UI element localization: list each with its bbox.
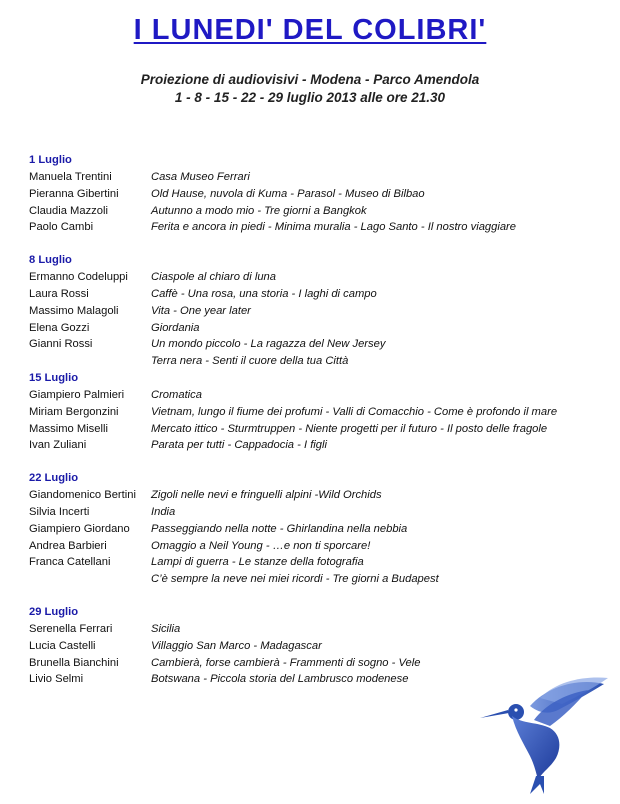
schedule-row (29, 353, 614, 370)
author-name: Giampiero Giordano (29, 522, 130, 535)
schedule-row (29, 186, 614, 203)
schedule-row (29, 320, 614, 337)
author-name: Giandomenico Bertini (29, 489, 136, 502)
section-date: 29 Luglio (29, 605, 79, 618)
author-name: Claudia Mazzoli (29, 204, 108, 217)
schedule-row (29, 554, 614, 571)
author-name: Gianni Rossi (29, 338, 93, 351)
schedule-row (29, 437, 614, 454)
schedule-row (29, 621, 614, 638)
work-title: Sicilia (151, 622, 181, 635)
schedule-row (29, 404, 614, 421)
work-title: Giordania (151, 321, 200, 334)
schedule-row (29, 638, 614, 655)
page-title: I LUNEDI' DEL COLIBRI' (133, 14, 487, 46)
work-title: Cromatica (151, 388, 202, 401)
event-subtitle: Proiezione di audiovisivi - Modena - Parco Amendola (140, 72, 480, 87)
schedule-row (29, 203, 614, 220)
work-title: Passeggiando nella notte - Ghirlandina nella nebbia (151, 522, 408, 535)
section-date: 15 Luglio (29, 371, 79, 384)
schedule-row (29, 303, 614, 320)
work-title: Old Hause, nuvola di Kuma - Parasol - Museo di Bilbao (151, 187, 425, 200)
event-dates: 1 - 8 - 15 - 22 - 29 luglio 2013 alle ore 21.30 (174, 90, 446, 105)
work-title: Autunno a modo mio - Tre giorni a Bangkok (151, 204, 367, 217)
work-title: Lampi di guerra - Le stanze della fotografia (151, 556, 364, 569)
work-title: Vita - One year later (151, 304, 251, 317)
work-title: Cambierà, forse cambierà - Frammenti di sogno - Vele (151, 656, 421, 669)
author-name: Giampiero Palmieri (29, 388, 125, 401)
schedule-row (29, 269, 614, 286)
schedule-row (29, 169, 614, 186)
work-title: Ciaspole al chiaro di luna (151, 271, 277, 284)
author-name: Franca Catellani (29, 556, 111, 569)
author-name: Massimo Miselli (29, 422, 108, 435)
work-title: Villaggio San Marco - Madagascar (151, 639, 322, 652)
author-name: Andrea Barbieri (29, 539, 107, 552)
author-name: Serenella Ferrari (29, 622, 113, 635)
work-title: C’è sempre la neve nei miei ricordi - Tre giorni a Budapest (151, 573, 439, 586)
author-name: Laura Rossi (29, 287, 89, 300)
work-title: Zigoli nelle nevi e fringuelli alpini -Wild Orchids (151, 489, 382, 502)
work-title: Un mondo piccolo - La ragazza del New Jersey (151, 338, 386, 351)
author-name: Lucia Castelli (29, 639, 96, 652)
author-name: Paolo Cambi (29, 221, 94, 234)
author-name (29, 353, 151, 370)
work-title: Parata per tutti - Cappadocia - I figli (151, 439, 327, 452)
hummingbird-icon (478, 676, 612, 794)
section-8-luglio (29, 252, 614, 370)
section-date: 8 Luglio (29, 254, 72, 267)
work-title: Omaggio a Neil Young - …e non ti sporcare! (151, 539, 371, 552)
author-name: Silvia Incerti (29, 505, 90, 518)
schedule-row (29, 286, 614, 303)
work-title: Ferita e ancora in piedi - Minima muralia - Lago Santo - Il nostro viaggiare (151, 221, 517, 234)
schedule-row (29, 219, 614, 236)
schedule-row (29, 336, 614, 353)
author-name: Ermanno Codeluppi (29, 271, 128, 284)
schedule-row (29, 387, 614, 404)
work-title: Terra nera - Senti il cuore della tua Città (151, 355, 349, 368)
author-name: Miriam Bergonzini (29, 405, 119, 418)
author-name: Pieranna Gibertini (29, 187, 119, 200)
author-name: Massimo Malagoli (29, 304, 119, 317)
schedule-row (29, 504, 614, 521)
schedule-row (29, 421, 614, 438)
section-1-luglio (29, 152, 614, 236)
author-name: Ivan Zuliani (29, 439, 87, 452)
author-name: Manuela Trentini (29, 171, 112, 183)
schedule-row (29, 538, 614, 555)
section-date: 22 Luglio (29, 472, 79, 485)
schedule (29, 152, 614, 688)
work-title: India (151, 505, 176, 518)
schedule-row (29, 487, 614, 504)
author-name: Elena Gozzi (29, 321, 90, 334)
section-date: 1 Luglio (29, 154, 72, 166)
work-title: Casa Museo Ferrari (151, 171, 250, 183)
work-title: Mercato ittico - Sturmtruppen - Niente progetti per il futuro - Il posto delle fragole (151, 422, 548, 435)
author-name: Livio Selmi (29, 673, 84, 686)
schedule-row (29, 521, 614, 538)
author-name: Brunella Bianchini (29, 656, 119, 669)
schedule-row (29, 571, 614, 588)
section-15-luglio (29, 370, 614, 454)
author-name (29, 571, 151, 588)
work-title: Botswana - Piccola storia del Lambrusco modenese (151, 673, 409, 686)
work-title: Vietnam, lungo il fiume dei profumi - Valli di Comacchio - Come è profondo il mare (151, 405, 558, 418)
work-title: Caffè - Una rosa, una storia - I laghi di campo (151, 287, 377, 300)
section-22-luglio (29, 470, 614, 588)
schedule-row (29, 655, 614, 672)
